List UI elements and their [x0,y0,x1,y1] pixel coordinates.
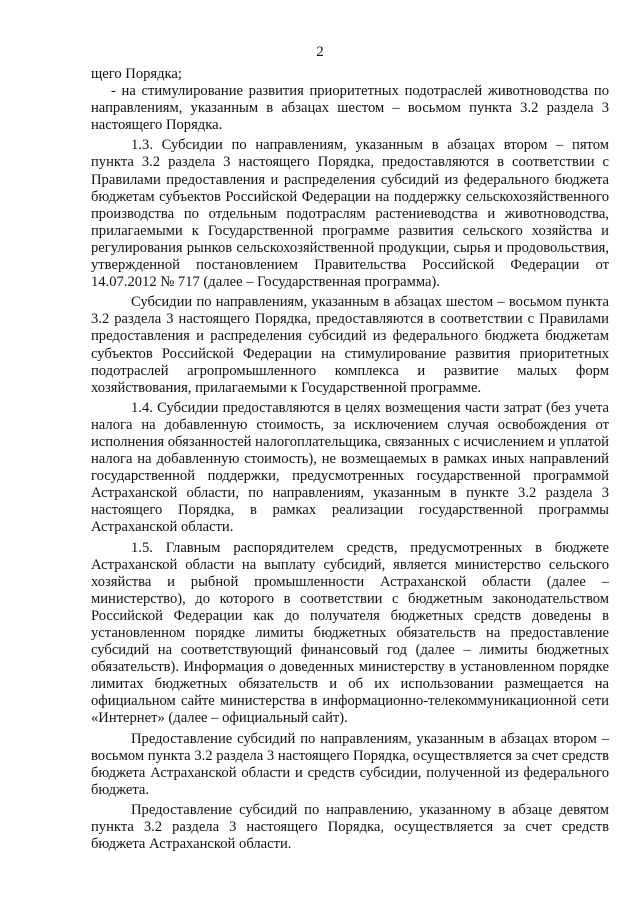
paragraph-1-5: 1.5. Главным распорядителем средств, предусмотренных в бюджете Астраханской области на выплату субсидий, является министерство сельского хозяйства и рыбной промышленности Астраханской области (далее – министерство), до которого в соответствии с бюджетным законодательством Российской Федерации как до получателя бюджетных средств доведены в установленном порядке лимиты бюджетных обязательств на предоставление субсидий на соответствующий финансовый год (далее – лимиты бюджетных обязательств). Информация о доведенных министерству в установленном порядке лимитах бюджетных обязательств и об их использовании размещается на официальном сайте министерства в информационно-телекоммуникационной сети «Интернет» (далее – официальный сайт). [91,539,609,727]
page-number: 2 [316,44,324,60]
document-body [91,66,609,856]
paragraph-continuation: щего Порядка; [91,66,182,82]
paragraph-1-3: 1.3. Субсидии по направлениям, указанным в абзацах втором – пятом пункта 3.2 раздела 3 настоящего Порядка, предоставляются в соответствии с Правилами предоставления и распределения субсидий из федерального бюджета бюджетам субъектов Российской Федерации на поддержку сельскохозяйственного производства по отдельным подотраслям растениеводства и животноводства, прилагаемыми к Государственной программе развития сельского хозяйства и регулирования рынков сельскохозяйственной продукции, сырья и продовольствия, утвержденной постановлением Правительства Российской Федерации от 14.07.2012 № 717 (далее – Государственная программа). [91,137,609,291]
paragraph-funding-2-8: Предоставление субсидий по направлениям, указанным в абзацах втором – восьмом пункта 3.2 раздела 3 настоящего Порядка, осуществляется за счет средств бюджета Астраханской области и средств субсидии, полученной из федерального бюджета. [91,730,609,798]
paragraph-livestock-subsidy-item: - на стимулирование развития приоритетных подотраслей животноводства по направлениям, указанным в абзацах шестом – восьмом пункта 3.2 раздела 3 настоящего Порядка. [91,83,609,134]
paragraph-subsidies-6-8: Субсидии по направлениям, указанным в абзацах шестом – восьмом пункта 3.2 раздела 3 настоящего Порядка, предоставляются в соответствии с Правилами предоставления и распределения субсидий из федерального бюджета бюджетам субъектов Российской Федерации на стимулирование развития приоритетных подотраслей агропромышленного комплекса и развитие малых форм хозяйствования, прилагаемыми к Государственной программе. [91,294,609,396]
paragraph-1-4: 1.4. Субсидии предоставляются в целях возмещения части затрат (без учета налога на добавленную стоимость, за исключением случая освобождения от исполнения обязанностей налогоплательщика, связанных с исчислением и уплатой налога на добавленную стоимость), не возмещаемых в рамках иных направлений государственной поддержки, предусмотренных государственной программой Астраханской области, по направлениям, указанным в пункте 3.2 раздела 3 настоящего Порядка, в рамках реализации государственной программы Астраханской области. [91,399,609,536]
paragraph-funding-9: Предоставление субсидий по направлению, указанному в абзаце девятом пункта 3.2 раздела 3 настоящего Порядка, осуществляется за счет средств бюджета Астраханской области. [91,801,609,853]
